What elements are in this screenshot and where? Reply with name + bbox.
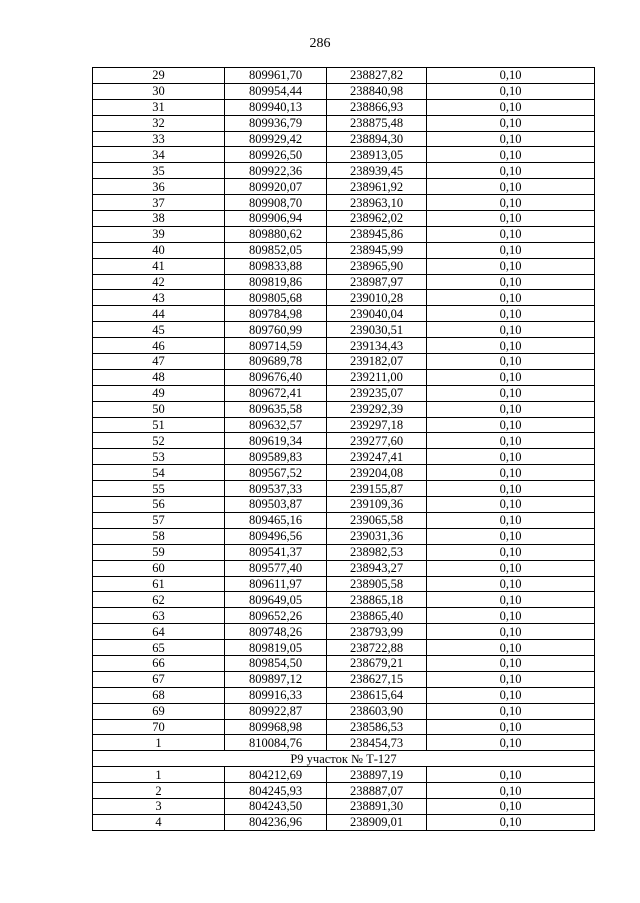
x-coordinate-cell: 809819,05: [225, 640, 327, 656]
tolerance-cell: 0,10: [427, 322, 595, 338]
tolerance-cell: 0,10: [427, 735, 595, 751]
table-row: [93, 560, 595, 576]
table-row: [93, 258, 595, 274]
point-number-cell: 47: [93, 354, 225, 370]
table-row: [93, 369, 595, 385]
point-number-cell: 43: [93, 290, 225, 306]
y-coordinate-cell: 238961,92: [327, 179, 427, 195]
point-number-cell: 51: [93, 417, 225, 433]
tolerance-cell: 0,10: [427, 290, 595, 306]
tolerance-cell: 0,10: [427, 814, 595, 830]
point-number-cell: 54: [93, 465, 225, 481]
x-coordinate-cell: 809968,98: [225, 719, 327, 735]
table-row: [93, 211, 595, 227]
tolerance-cell: 0,10: [427, 640, 595, 656]
point-number-cell: 1: [93, 767, 225, 783]
tolerance-cell: 0,10: [427, 576, 595, 592]
table-row: [93, 179, 595, 195]
y-coordinate-cell: 239247,41: [327, 449, 427, 465]
y-coordinate-cell: 238987,97: [327, 274, 427, 290]
x-coordinate-cell: 809906,94: [225, 211, 327, 227]
x-coordinate-cell: 809589,83: [225, 449, 327, 465]
y-coordinate-cell: 239065,58: [327, 512, 427, 528]
table-row: [93, 195, 595, 211]
tolerance-cell: 0,10: [427, 719, 595, 735]
y-coordinate-cell: 238939,45: [327, 163, 427, 179]
tolerance-cell: 0,10: [427, 655, 595, 671]
y-coordinate-cell: 238627,15: [327, 671, 427, 687]
x-coordinate-cell: 809541,37: [225, 544, 327, 560]
tolerance-cell: 0,10: [427, 242, 595, 258]
x-coordinate-cell: 804245,93: [225, 783, 327, 799]
x-coordinate-cell: 809852,05: [225, 242, 327, 258]
table-row: [93, 655, 595, 671]
x-coordinate-cell: 809940,13: [225, 99, 327, 115]
tolerance-cell: 0,10: [427, 671, 595, 687]
x-coordinate-cell: 809635,58: [225, 401, 327, 417]
y-coordinate-cell: 238982,53: [327, 544, 427, 560]
tolerance-cell: 0,10: [427, 195, 595, 211]
point-number-cell: 31: [93, 99, 225, 115]
y-coordinate-cell: 239010,28: [327, 290, 427, 306]
point-number-cell: 2: [93, 783, 225, 799]
x-coordinate-cell: 809936,79: [225, 115, 327, 131]
y-coordinate-cell: 238963,10: [327, 195, 427, 211]
point-number-cell: 56: [93, 497, 225, 513]
point-number-cell: 33: [93, 131, 225, 147]
tolerance-cell: 0,10: [427, 417, 595, 433]
table-row: [93, 640, 595, 656]
point-number-cell: 48: [93, 369, 225, 385]
tolerance-cell: 0,10: [427, 306, 595, 322]
tolerance-cell: 0,10: [427, 481, 595, 497]
y-coordinate-cell: 238909,01: [327, 814, 427, 830]
tolerance-cell: 0,10: [427, 449, 595, 465]
point-number-cell: 4: [93, 814, 225, 830]
tolerance-cell: 0,10: [427, 687, 595, 703]
x-coordinate-cell: 809689,78: [225, 354, 327, 370]
y-coordinate-cell: 238679,21: [327, 655, 427, 671]
x-coordinate-cell: 809465,16: [225, 512, 327, 528]
table-row: [93, 671, 595, 687]
tolerance-cell: 0,10: [427, 369, 595, 385]
table-row: [93, 115, 595, 131]
x-coordinate-cell: 804243,50: [225, 798, 327, 814]
tolerance-cell: 0,10: [427, 767, 595, 783]
x-coordinate-cell: 809880,62: [225, 226, 327, 242]
table-row: [93, 401, 595, 417]
y-coordinate-cell: 239109,36: [327, 497, 427, 513]
point-number-cell: 65: [93, 640, 225, 656]
x-coordinate-cell: 809961,70: [225, 68, 327, 84]
table-row: [93, 354, 595, 370]
y-coordinate-cell: 238454,73: [327, 735, 427, 751]
point-number-cell: 45: [93, 322, 225, 338]
point-number-cell: 69: [93, 703, 225, 719]
x-coordinate-cell: 809676,40: [225, 369, 327, 385]
y-coordinate-cell: 238840,98: [327, 83, 427, 99]
x-coordinate-cell: 809833,88: [225, 258, 327, 274]
y-coordinate-cell: 238943,27: [327, 560, 427, 576]
y-coordinate-cell: 239277,60: [327, 433, 427, 449]
point-number-cell: 30: [93, 83, 225, 99]
y-coordinate-cell: 238793,99: [327, 624, 427, 640]
table-row: [93, 544, 595, 560]
point-number-cell: 41: [93, 258, 225, 274]
table-row: [93, 242, 595, 258]
point-number-cell: 70: [93, 719, 225, 735]
point-number-cell: 68: [93, 687, 225, 703]
table-row: [93, 147, 595, 163]
x-coordinate-cell: 809496,56: [225, 528, 327, 544]
tolerance-cell: 0,10: [427, 560, 595, 576]
tolerance-cell: 0,10: [427, 211, 595, 227]
x-coordinate-cell: 809632,57: [225, 417, 327, 433]
tolerance-cell: 0,10: [427, 99, 595, 115]
x-coordinate-cell: 809805,68: [225, 290, 327, 306]
x-coordinate-cell: 809577,40: [225, 560, 327, 576]
page-number: 286: [309, 36, 331, 51]
point-number-cell: 1: [93, 735, 225, 751]
y-coordinate-cell: 238891,30: [327, 798, 427, 814]
coordinates-table-body: [93, 68, 595, 831]
table-row: [93, 512, 595, 528]
x-coordinate-cell: 809714,59: [225, 338, 327, 354]
table-row: [93, 624, 595, 640]
x-coordinate-cell: 809649,05: [225, 592, 327, 608]
tolerance-cell: 0,10: [427, 783, 595, 799]
y-coordinate-cell: 238586,53: [327, 719, 427, 735]
table-row: [93, 131, 595, 147]
x-coordinate-cell: 809916,33: [225, 687, 327, 703]
y-coordinate-cell: 238865,40: [327, 608, 427, 624]
tolerance-cell: 0,10: [427, 179, 595, 195]
point-number-cell: 52: [93, 433, 225, 449]
x-coordinate-cell: 809819,86: [225, 274, 327, 290]
point-number-cell: 40: [93, 242, 225, 258]
tolerance-cell: 0,10: [427, 83, 595, 99]
tolerance-cell: 0,10: [427, 401, 595, 417]
table-row: [93, 226, 595, 242]
x-coordinate-cell: 809672,41: [225, 385, 327, 401]
x-coordinate-cell: 809926,50: [225, 147, 327, 163]
tolerance-cell: 0,10: [427, 465, 595, 481]
y-coordinate-cell: 238897,19: [327, 767, 427, 783]
table-row: [93, 99, 595, 115]
table-row: [93, 608, 595, 624]
x-coordinate-cell: 809920,07: [225, 179, 327, 195]
section-title: Р9 участок № Т-127: [93, 751, 595, 767]
tolerance-cell: 0,10: [427, 115, 595, 131]
y-coordinate-cell: 238962,02: [327, 211, 427, 227]
table-row: [93, 719, 595, 735]
y-coordinate-cell: 239235,07: [327, 385, 427, 401]
y-coordinate-cell: 239204,08: [327, 465, 427, 481]
table-row: [93, 703, 595, 719]
x-coordinate-cell: 804236,96: [225, 814, 327, 830]
y-coordinate-cell: 239031,36: [327, 528, 427, 544]
x-coordinate-cell: 809908,70: [225, 195, 327, 211]
table-row: [93, 592, 595, 608]
y-coordinate-cell: 239211,00: [327, 369, 427, 385]
x-coordinate-cell: 809954,44: [225, 83, 327, 99]
x-coordinate-cell: 809567,52: [225, 465, 327, 481]
table-row: [93, 290, 595, 306]
x-coordinate-cell: 810084,76: [225, 735, 327, 751]
point-number-cell: 39: [93, 226, 225, 242]
x-coordinate-cell: 809897,12: [225, 671, 327, 687]
tolerance-cell: 0,10: [427, 338, 595, 354]
table-row: [93, 767, 595, 783]
y-coordinate-cell: 238865,18: [327, 592, 427, 608]
y-coordinate-cell: 238603,90: [327, 703, 427, 719]
y-coordinate-cell: 239297,18: [327, 417, 427, 433]
table-row: [93, 814, 595, 830]
y-coordinate-cell: 239182,07: [327, 354, 427, 370]
y-coordinate-cell: 238887,07: [327, 783, 427, 799]
point-number-cell: 60: [93, 560, 225, 576]
coordinates-table: [92, 67, 595, 831]
y-coordinate-cell: 238945,86: [327, 226, 427, 242]
table-row: [93, 528, 595, 544]
tolerance-cell: 0,10: [427, 544, 595, 560]
y-coordinate-cell: 239040,04: [327, 306, 427, 322]
table-row: [93, 449, 595, 465]
tolerance-cell: 0,10: [427, 497, 595, 513]
table-row: [93, 576, 595, 592]
section-header-row: [93, 751, 595, 767]
point-number-cell: 57: [93, 512, 225, 528]
y-coordinate-cell: 239030,51: [327, 322, 427, 338]
x-coordinate-cell: 804212,69: [225, 767, 327, 783]
x-coordinate-cell: 809929,42: [225, 131, 327, 147]
y-coordinate-cell: 238905,58: [327, 576, 427, 592]
tolerance-cell: 0,10: [427, 528, 595, 544]
point-number-cell: 63: [93, 608, 225, 624]
point-number-cell: 50: [93, 401, 225, 417]
point-number-cell: 38: [93, 211, 225, 227]
tolerance-cell: 0,10: [427, 592, 595, 608]
point-number-cell: 3: [93, 798, 225, 814]
x-coordinate-cell: 809619,34: [225, 433, 327, 449]
table-row: [93, 163, 595, 179]
point-number-cell: 29: [93, 68, 225, 84]
tolerance-cell: 0,10: [427, 608, 595, 624]
table-row: [93, 433, 595, 449]
x-coordinate-cell: 809760,99: [225, 322, 327, 338]
y-coordinate-cell: 239155,87: [327, 481, 427, 497]
table-row: [93, 338, 595, 354]
table-row: [93, 306, 595, 322]
x-coordinate-cell: 809854,50: [225, 655, 327, 671]
x-coordinate-cell: 809748,26: [225, 624, 327, 640]
table-row: [93, 783, 595, 799]
x-coordinate-cell: 809922,36: [225, 163, 327, 179]
table-row: [93, 322, 595, 338]
table-row: [93, 385, 595, 401]
x-coordinate-cell: 809784,98: [225, 306, 327, 322]
x-coordinate-cell: 809503,87: [225, 497, 327, 513]
y-coordinate-cell: 238615,64: [327, 687, 427, 703]
y-coordinate-cell: 238875,48: [327, 115, 427, 131]
point-number-cell: 58: [93, 528, 225, 544]
table-row: [93, 798, 595, 814]
table-row: [93, 481, 595, 497]
tolerance-cell: 0,10: [427, 258, 595, 274]
y-coordinate-cell: 238965,90: [327, 258, 427, 274]
tolerance-cell: 0,10: [427, 68, 595, 84]
y-coordinate-cell: 238945,99: [327, 242, 427, 258]
x-coordinate-cell: 809652,26: [225, 608, 327, 624]
y-coordinate-cell: 238894,30: [327, 131, 427, 147]
tolerance-cell: 0,10: [427, 433, 595, 449]
point-number-cell: 44: [93, 306, 225, 322]
table-row: [93, 735, 595, 751]
x-coordinate-cell: 809611,97: [225, 576, 327, 592]
tolerance-cell: 0,10: [427, 512, 595, 528]
tolerance-cell: 0,10: [427, 163, 595, 179]
tolerance-cell: 0,10: [427, 354, 595, 370]
tolerance-cell: 0,10: [427, 624, 595, 640]
table-row: [93, 687, 595, 703]
tolerance-cell: 0,10: [427, 131, 595, 147]
y-coordinate-cell: 239292,39: [327, 401, 427, 417]
table-row: [93, 68, 595, 84]
point-number-cell: 62: [93, 592, 225, 608]
tolerance-cell: 0,10: [427, 274, 595, 290]
tolerance-cell: 0,10: [427, 385, 595, 401]
tolerance-cell: 0,10: [427, 226, 595, 242]
x-coordinate-cell: 809537,33: [225, 481, 327, 497]
x-coordinate-cell: 809922,87: [225, 703, 327, 719]
y-coordinate-cell: 238722,88: [327, 640, 427, 656]
point-number-cell: 55: [93, 481, 225, 497]
table-row: [93, 417, 595, 433]
point-number-cell: 66: [93, 655, 225, 671]
tolerance-cell: 0,10: [427, 703, 595, 719]
point-number-cell: 42: [93, 274, 225, 290]
point-number-cell: 67: [93, 671, 225, 687]
y-coordinate-cell: 238827,82: [327, 68, 427, 84]
point-number-cell: 35: [93, 163, 225, 179]
point-number-cell: 37: [93, 195, 225, 211]
table-row: [93, 83, 595, 99]
tolerance-cell: 0,10: [427, 147, 595, 163]
point-number-cell: 36: [93, 179, 225, 195]
point-number-cell: 49: [93, 385, 225, 401]
point-number-cell: 64: [93, 624, 225, 640]
point-number-cell: 61: [93, 576, 225, 592]
y-coordinate-cell: 239134,43: [327, 338, 427, 354]
point-number-cell: 46: [93, 338, 225, 354]
tolerance-cell: 0,10: [427, 798, 595, 814]
y-coordinate-cell: 238866,93: [327, 99, 427, 115]
table-row: [93, 274, 595, 290]
point-number-cell: 32: [93, 115, 225, 131]
point-number-cell: 34: [93, 147, 225, 163]
point-number-cell: 59: [93, 544, 225, 560]
table-row: [93, 497, 595, 513]
table-row: [93, 465, 595, 481]
point-number-cell: 53: [93, 449, 225, 465]
y-coordinate-cell: 238913,05: [327, 147, 427, 163]
